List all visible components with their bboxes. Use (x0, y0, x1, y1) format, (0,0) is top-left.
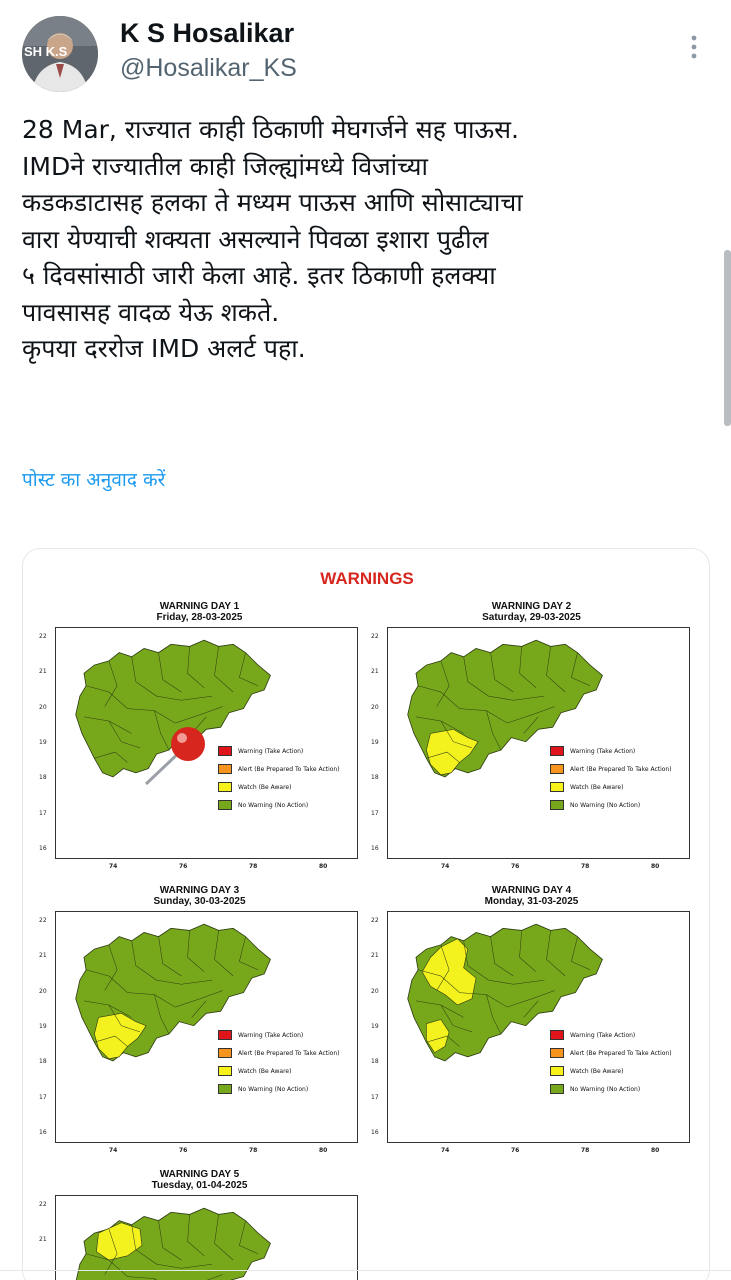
legend-label: Watch (Be Aware) (238, 1068, 292, 1075)
warning-day-panel (369, 601, 694, 873)
tweet-line: ५ दिवसांसाठी जारी केला आहे. इतर ठिकाणी हलक्या (22, 261, 496, 290)
legend-swatch (218, 1066, 232, 1076)
more-options-icon[interactable] (676, 30, 712, 66)
warning-day-panel (37, 601, 362, 873)
map-frame (387, 627, 690, 859)
scrollbar[interactable] (724, 250, 731, 426)
y-tick-label: 22 (39, 1201, 47, 1208)
y-tick-label: 19 (39, 739, 47, 746)
x-tick-label: 76 (511, 1147, 520, 1154)
legend-swatch (550, 800, 564, 810)
x-tick-label: 76 (511, 863, 520, 870)
panel-date: Sunday, 30-03-2025 (153, 896, 246, 907)
warning-day-panel (37, 885, 362, 1157)
panel-date: Tuesday, 01-04-2025 (151, 1180, 248, 1191)
y-tick-label: 18 (39, 1058, 47, 1066)
legend-swatch (550, 746, 564, 756)
legend-label: Warning (Take Action) (238, 748, 304, 755)
legend-label: Watch (Be Aware) (570, 784, 624, 791)
legend-swatch (550, 1030, 564, 1040)
y-tick-label: 18 (39, 774, 47, 782)
tweet-line: IMDने राज्यातील काही जिल्ह्यांमध्ये विजांच्या (22, 151, 429, 181)
legend-swatch (550, 764, 564, 774)
warning-day-panel (37, 1169, 362, 1280)
maharashtra-map (66, 1202, 276, 1280)
x-tick-label: 78 (581, 1147, 590, 1154)
legend-label: Alert (Be Prepared To Take Action) (570, 1050, 672, 1057)
y-tick-label: 21 (371, 668, 379, 676)
legend-swatch (550, 1084, 564, 1094)
x-tick-label: 76 (179, 863, 188, 870)
legend-label: Alert (Be Prepared To Take Action) (238, 766, 340, 773)
legend-label: No Warning (No Action) (238, 1086, 309, 1093)
legend-swatch (550, 782, 564, 792)
y-tick-label: 17 (371, 809, 379, 817)
x-tick-label: 78 (581, 863, 590, 870)
tweet-line: कडकडाटासह हलका ते मध्यम पाऊस आणि सोसाट्याचा (22, 188, 523, 217)
legend-swatch (218, 800, 232, 810)
panel-date: Saturday, 29-03-2025 (482, 612, 581, 623)
y-tick-label: 16 (371, 1129, 379, 1136)
tweet-line: पावसासह वादळ येऊ शकते. (22, 297, 280, 327)
y-tick-label: 22 (39, 633, 47, 640)
y-tick-label: 18 (371, 774, 379, 782)
x-tick-label: 78 (249, 1147, 258, 1154)
y-tick-label: 16 (39, 845, 47, 852)
x-tick-label: 80 (319, 863, 328, 870)
y-tick-label: 19 (371, 1023, 379, 1030)
y-tick-label: 20 (39, 987, 47, 995)
tweet-line: 28 Mar, राज्यात काही ठिकाणी मेघगर्जने सह पाऊस. (22, 115, 519, 144)
legend-swatch (218, 746, 232, 756)
legend-label: No Warning (No Action) (238, 802, 309, 809)
legend-swatch (218, 764, 232, 774)
panel-heading: WARNING DAY 3 (159, 885, 240, 896)
map-frame (55, 1195, 358, 1280)
maharashtra-map (398, 918, 608, 1063)
y-tick-label: 20 (371, 703, 379, 711)
panel-date: Monday, 31-03-2025 (484, 896, 579, 907)
warning-image-card[interactable] (22, 548, 710, 1280)
panel-heading: WARNING DAY 5 (159, 1169, 240, 1180)
map-frame (387, 911, 690, 1143)
map-frame (55, 911, 358, 1143)
y-tick-label: 19 (371, 739, 379, 746)
legend-swatch (218, 1084, 232, 1094)
y-tick-label: 18 (371, 1058, 379, 1066)
legend-label: No Warning (No Action) (570, 1086, 641, 1093)
legend-swatch (550, 1066, 564, 1076)
panel-heading: WARNING DAY 1 (159, 601, 240, 612)
x-tick-label: 74 (109, 1147, 118, 1154)
legend-label: Watch (Be Aware) (570, 1068, 624, 1075)
warnings-title: WARNINGS (320, 569, 414, 588)
tweet-line: वारा येण्याची शक्यता असल्याने पिवळा इशारा पुढील (22, 224, 489, 254)
legend-swatch (218, 1030, 232, 1040)
x-tick-label: 80 (651, 863, 660, 870)
translate-post-link[interactable]: पोस्ट का अनुवाद करें (22, 469, 166, 491)
avatar-text: SH K.S (24, 44, 68, 59)
panel-heading: WARNING DAY 4 (491, 885, 572, 896)
y-tick-label: 21 (39, 952, 47, 960)
y-tick-label: 21 (39, 1236, 47, 1244)
map-frame (55, 627, 358, 859)
legend-label: Warning (Take Action) (238, 1032, 304, 1039)
author-name[interactable]: K S Hosalikar (120, 18, 295, 48)
y-tick-label: 21 (371, 952, 379, 960)
x-tick-label: 74 (109, 863, 118, 870)
y-tick-label: 19 (39, 1023, 47, 1030)
x-tick-label: 74 (441, 1147, 450, 1154)
y-tick-label: 20 (39, 703, 47, 711)
legend-label: Warning (Take Action) (570, 1032, 636, 1039)
x-tick-label: 80 (651, 1147, 660, 1154)
y-tick-label: 17 (371, 1093, 379, 1101)
y-tick-label: 20 (371, 987, 379, 995)
tweet-text (22, 112, 712, 368)
tweet-header (0, 0, 731, 100)
avatar[interactable] (22, 16, 98, 92)
x-tick-label: 80 (319, 1147, 328, 1154)
legend-label: Alert (Be Prepared To Take Action) (238, 1050, 340, 1057)
x-tick-label: 76 (179, 1147, 188, 1154)
y-tick-label: 22 (371, 917, 379, 924)
legend-label: Watch (Be Aware) (238, 784, 292, 791)
y-tick-label: 22 (371, 633, 379, 640)
y-tick-label: 16 (39, 1129, 47, 1136)
maharashtra-map (398, 634, 608, 779)
panel-date: Friday, 28-03-2025 (156, 612, 243, 623)
legend-label: Warning (Take Action) (570, 748, 636, 755)
legend-swatch (218, 782, 232, 792)
legend-swatch (550, 1048, 564, 1058)
x-tick-label: 78 (249, 863, 258, 870)
legend-label: Alert (Be Prepared To Take Action) (570, 766, 672, 773)
x-tick-label: 74 (441, 863, 450, 870)
warning-day-panel (369, 885, 694, 1157)
divider (0, 1270, 731, 1271)
y-tick-label: 22 (39, 917, 47, 924)
maharashtra-map (66, 918, 276, 1063)
map-pin-icon (136, 724, 216, 794)
y-tick-label: 16 (371, 845, 379, 852)
tweet-line: कृपया दररोज IMD अलर्ट पहा. (22, 334, 306, 363)
author-handle[interactable]: @Hosalikar_KS (120, 54, 297, 82)
panel-heading: WARNING DAY 2 (491, 601, 572, 612)
y-tick-label: 17 (39, 1093, 47, 1101)
y-tick-label: 21 (39, 668, 47, 676)
legend-swatch (218, 1048, 232, 1058)
legend-label: No Warning (No Action) (570, 802, 641, 809)
y-tick-label: 17 (39, 809, 47, 817)
